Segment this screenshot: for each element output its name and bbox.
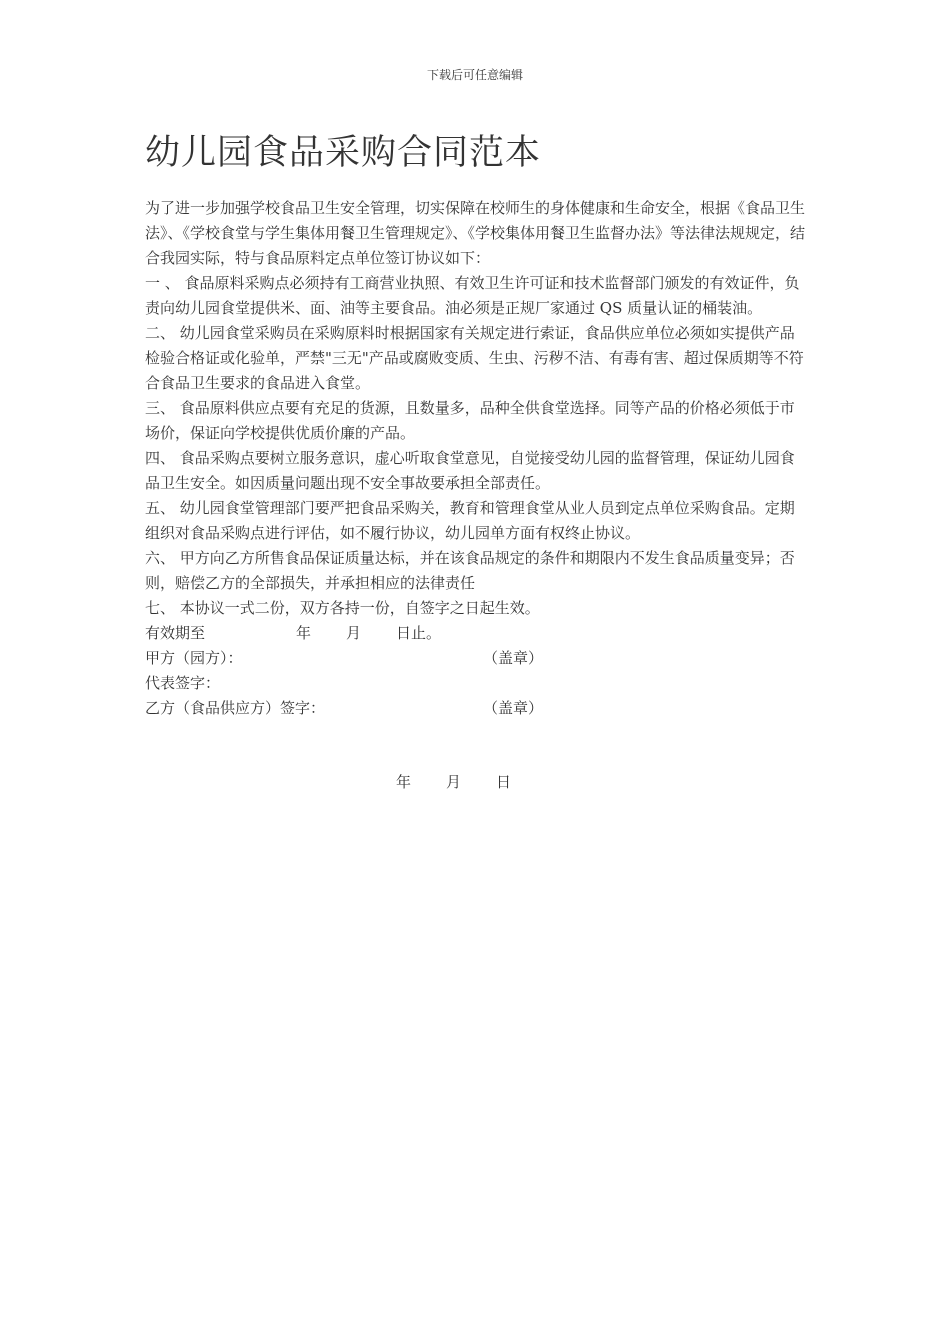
date-month: 月	[446, 773, 462, 791]
date-day: 日	[496, 773, 512, 791]
validity-year: 年	[296, 624, 312, 642]
contract-body	[145, 196, 805, 721]
validity-month: 月	[346, 624, 362, 642]
clause-5: 五、 幼儿园食堂管理部门要严把食品采购关，教育和管理食堂从业人员到定点单位采购食品。定期组织对食品采购点进行评估，如不履行协议，幼儿园单方面有权终止协议。	[145, 499, 795, 542]
party-a-row	[145, 646, 805, 671]
clause-3: 三、 食品原料供应点要有充足的货源，且数量多，品种全供食堂选择。同等产品的价格必须低于市场价，保证向学校提供优质价廉的产品。	[145, 399, 795, 442]
validity-label: 有效期至	[145, 624, 206, 642]
party-b-seal: （盖章）	[483, 699, 544, 717]
representative-label: 代表签字：	[145, 674, 221, 692]
party-a-label: 甲方（园方）：	[145, 649, 243, 667]
signing-date-row	[396, 770, 511, 795]
party-b-row	[145, 696, 805, 721]
header-note: 下载后可任意编辑	[426, 68, 523, 82]
clause-1: 一 、 食品原料采购点必须持有工商营业执照、有效卫生许可证和技术监督部门颁发的有效证件，负责向幼儿园食堂提供米、面、油等主要食品。油必须是正规厂家通过 QS 质量认证的桶装油。	[145, 274, 800, 317]
party-a-seal: （盖章）	[483, 649, 544, 667]
validity-row	[145, 621, 805, 646]
date-year: 年	[396, 773, 412, 791]
representative-row	[145, 671, 805, 696]
clause-6: 六、 甲方向乙方所售食品保证质量达标，并在该食品规定的条件和期限内不发生食品质量变异；否则，赔偿乙方的全部损失，并承担相应的法律责任	[145, 549, 795, 592]
clause-7: 七、 本协议一式二份，双方各持一份，自签字之日起生效。	[145, 599, 540, 617]
document-title: 幼儿园食品采购合同范本	[145, 133, 542, 173]
validity-day-end: 日止。	[396, 624, 442, 642]
clause-4: 四、 食品采购点要树立服务意识，虚心听取食堂意见，自觉接受幼儿园的监督管理，保证幼儿园食品卫生安全。如因质量问题出现不安全事故要承担全部责任。	[145, 449, 795, 492]
party-b-label: 乙方（食品供应方）签字：	[145, 699, 326, 717]
clause-2: 二、 幼儿园食堂采购员在采购原料时根据国家有关规定进行索证，食品供应单位必须如实提供产品检验合格证或化验单，严禁"三无"产品或腐败变质、生虫、污秽不洁、有毒有害、超过保质期等不符合食品卫生要求的食品进入食堂。	[145, 324, 804, 392]
intro-paragraph: 为了进一步加强学校食品卫生安全管理，切实保障在校师生的身体健康和生命安全，根据《食品卫生法》、《学校食堂与学生集体用餐卫生管理规定》、《学校集体用餐卫生监督办法》等法律法规规定，结合我园实际，特与食品原料定点单位签订协议如下：	[145, 199, 806, 267]
